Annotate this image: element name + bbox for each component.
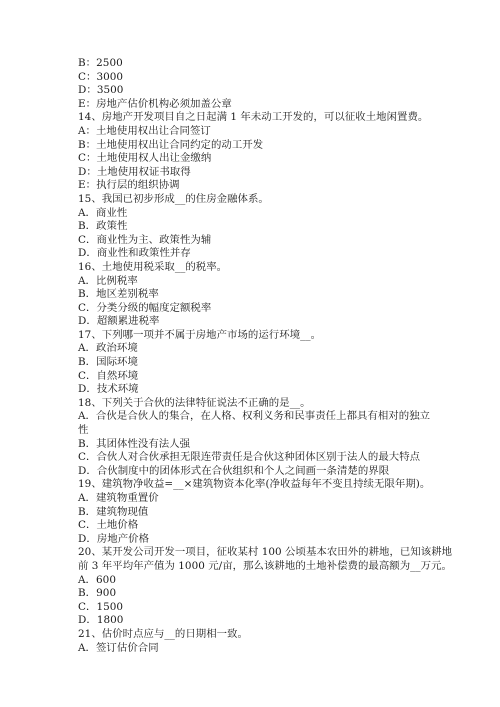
question-line: 16、土地使用税采取__的税率。 [78, 260, 228, 273]
text-line: D．商业性和政策性并存 [78, 247, 191, 260]
text-line: C．合伙人对合伙承担无限连带责任是合伙这种团体区别于法人的最大特点 [78, 451, 421, 464]
text-line: C．自然环境 [78, 369, 139, 382]
text-line: B．其团体性没有法人强 [78, 437, 191, 450]
text-line: C：土地使用权人出让金缴纳 [78, 152, 212, 165]
text-line: A．政治环境 [78, 342, 138, 355]
text-line: D．1800 [78, 614, 124, 627]
text-line: B．建筑物现值 [78, 505, 149, 518]
text-line: C．1500 [78, 600, 124, 613]
text-line: A：土地使用权出让合同签订 [78, 124, 211, 137]
text-line: 性 [78, 424, 89, 437]
question-line: 15、我国已初步形成__的住房金融体系。 [78, 192, 269, 205]
text-line: C：3000 [78, 70, 124, 83]
text-line: B．900 [78, 587, 117, 600]
question-line: 19、建筑物净收益=__×建筑物资本化率(净收益每年不变且持续无限年期)。 [78, 478, 431, 491]
text-line: B．政策性 [78, 220, 128, 233]
question-list [78, 57, 453, 655]
question-line: 18、下列关于合伙的法律特征说法不正确的是__。 [78, 396, 311, 409]
text-line: D．房地产价格 [78, 532, 150, 545]
text-line: A．建筑物重置价 [78, 492, 159, 504]
question-line: 14、房地产开发项目自之日起满 1 年未动工开发的，可以征收土地闲置费。 [78, 111, 429, 124]
text-line: C．商业性为主、政策性为辅 [78, 233, 212, 246]
text-line: A．合伙是合伙人的集合，在人格、权利义务和民事责任上都具有相对的独立 [78, 410, 431, 423]
text-line: D：3500 [78, 84, 124, 97]
text-line: B：2500 [78, 57, 123, 69]
text-line: A．商业性 [78, 206, 128, 219]
text-line: D：土地使用权证书取得 [78, 165, 191, 178]
text-line: C．土地价格 [78, 519, 139, 532]
text-line: E：房地产估价机构必须加盖公章 [78, 97, 232, 110]
question-line: 20、某开发公司开发一项目，征收某村 100 公顷基本农田外的耕地，已知该耕地 [78, 546, 453, 559]
text-line: C．分类分级的幅度定额税率 [78, 301, 212, 314]
text-line: D．合伙制度中的团体形式在合伙组织和个人之间画一条清楚的界限 [78, 464, 390, 477]
text-line: B：土地使用权出让合同约定的动工开发 [78, 138, 264, 151]
text-line: D．超额累进税率 [78, 315, 160, 328]
text-line: B．地区差别税率 [78, 288, 159, 301]
text-line: A．签订估价合同 [78, 641, 159, 654]
text-line: E：执行层的组织协调 [78, 179, 180, 192]
text-line: A．600 [78, 573, 116, 586]
text-line: B．国际环境 [78, 356, 138, 369]
text-line: D．技术环境 [78, 383, 139, 396]
question-line: 17、下列哪一项并不属于房地产市场的运行环境__。 [78, 328, 322, 341]
question-line: 前 3 年平均年产值为 1000 元/亩，那么该耕地的土地补偿费的最高额为__万元。 [78, 559, 452, 572]
question-line: 21、估价时点应与__的日期相一致。 [78, 627, 248, 640]
text-line: A．比例税率 [78, 274, 138, 287]
